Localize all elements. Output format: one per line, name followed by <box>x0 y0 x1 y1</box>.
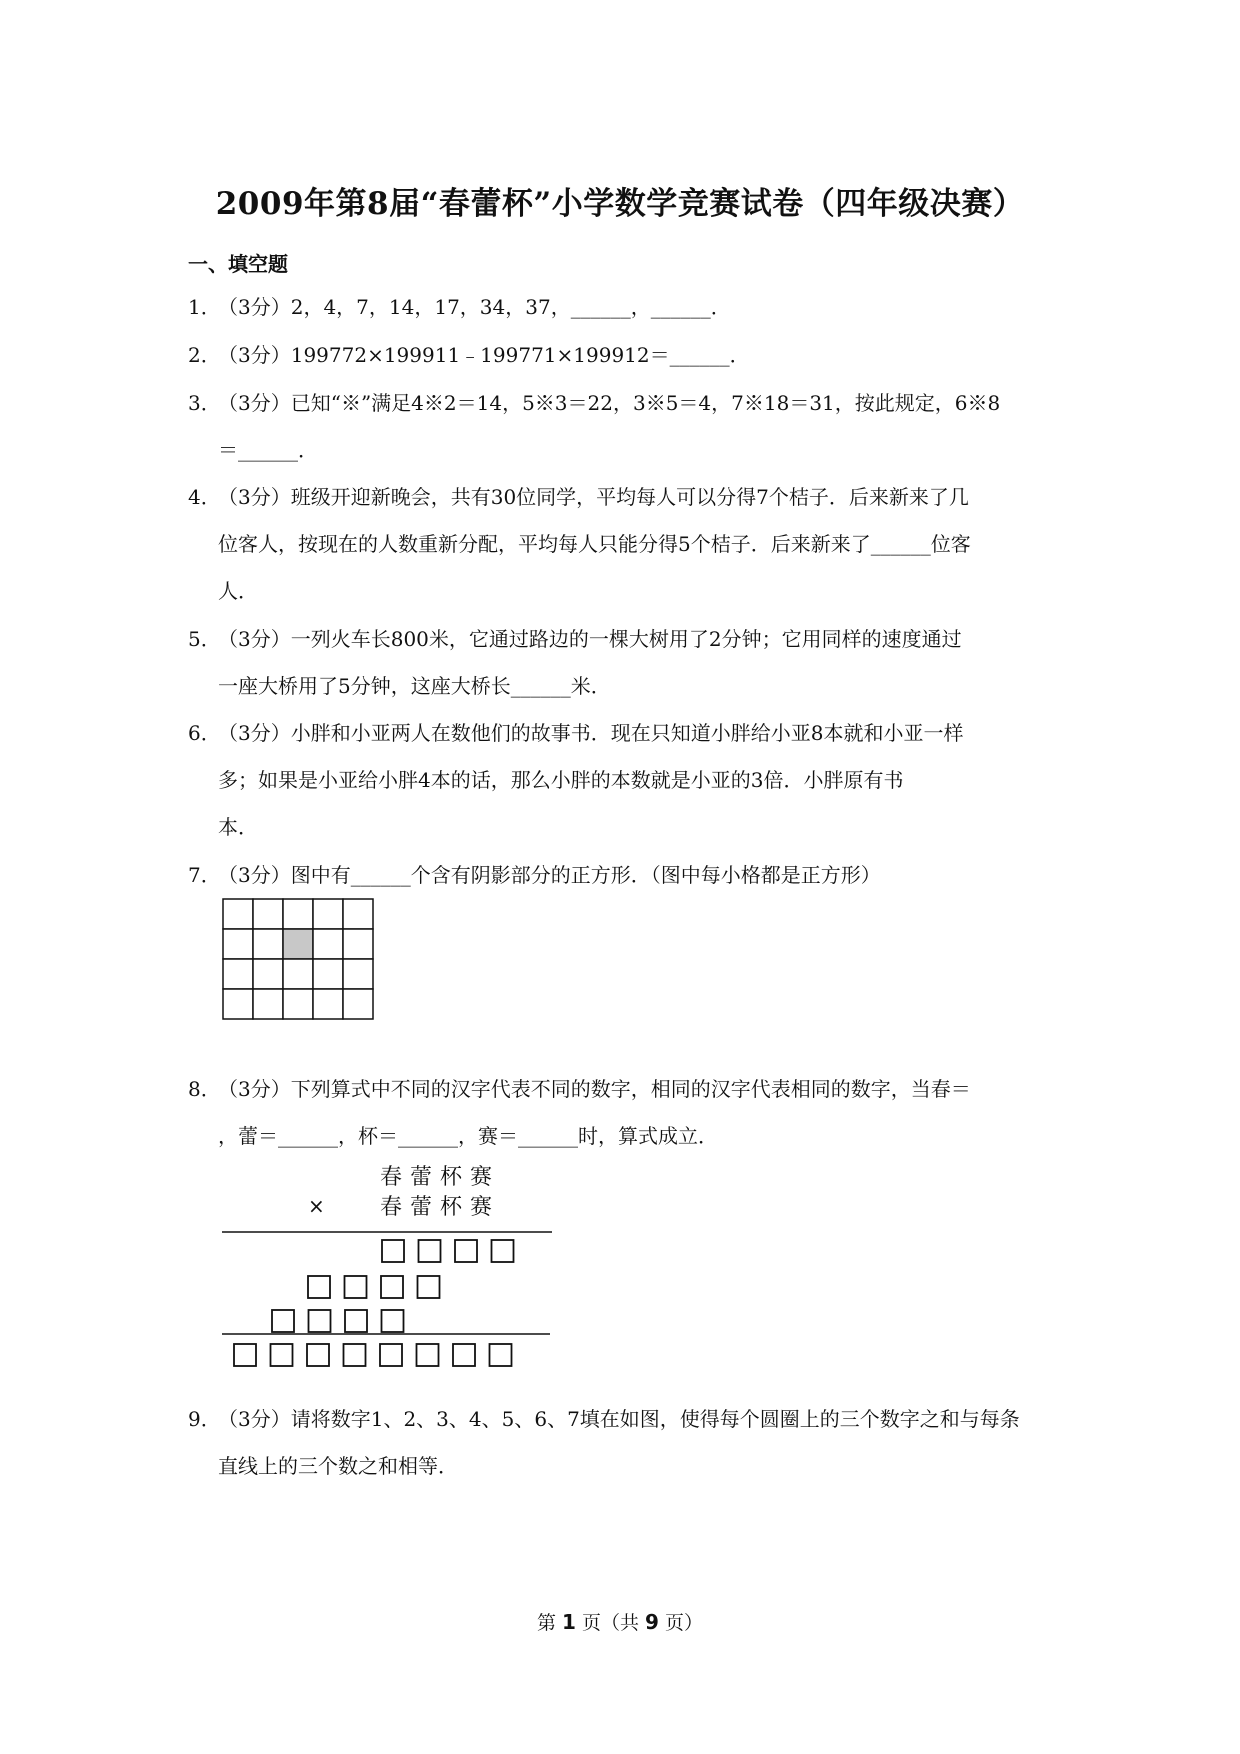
grid-cell <box>223 899 253 929</box>
footer-page-number: 1 <box>562 1610 576 1634</box>
question-text-line: 多；如果是小亚给小胖4本的话，那么小胖的本数就是小亚的3倍．小胖原有书 <box>218 768 904 792</box>
partial-digit-box <box>345 1276 367 1298</box>
grid-cell <box>313 989 343 1019</box>
grid-cell <box>343 899 373 929</box>
question-text-line: 人． <box>218 579 258 603</box>
question-text-line: （3分）199772×199911﹣199771×199912＝______． <box>218 343 750 367</box>
question-number: 4． <box>188 485 221 509</box>
product-digit-box <box>492 1240 514 1262</box>
partial-digit-box <box>309 1310 331 1332</box>
result-digit-box <box>490 1344 512 1366</box>
grid-cell <box>343 989 373 1019</box>
char-sai: 赛 <box>470 1165 501 1190</box>
grid-cell <box>223 929 253 959</box>
product-digit-box <box>455 1240 477 1262</box>
char-bei: 杯 <box>440 1165 471 1190</box>
puzzle-times-sign: × <box>308 1194 325 1218</box>
question-text-line: （3分）请将数字1、2、3、4、5、6、7填在如图，使得每个圆圈上的三个数字之和与每条 <box>218 1407 1020 1431</box>
question-text-line: （3分）2，4，7，14，17，34，37，______，______． <box>218 295 731 319</box>
partial-digit-box <box>381 1276 403 1298</box>
footer-mid: 页（共 <box>581 1612 639 1634</box>
grid-cell <box>223 959 253 989</box>
multiplication-puzzle-figure <box>220 1160 560 1370</box>
product-digit-box <box>382 1240 404 1262</box>
shaded-grid-figure <box>222 898 374 1020</box>
char-lei: 蕾 <box>410 1165 441 1190</box>
question-text-line: （3分）已知“※”满足4※2＝14，5※3＝22，3※5＝4，7※18＝31，按此规定，6※8 <box>218 391 1001 415</box>
question-number: 3． <box>188 391 221 415</box>
result-digit-box <box>344 1344 366 1366</box>
question-number: 9． <box>188 1407 221 1431</box>
question-text-line: （3分）下列算式中不同的汉字代表不同的数字，相同的汉字代表相同的数字，当春＝ <box>218 1077 971 1101</box>
question-number: 6． <box>188 721 221 745</box>
char-chun: 春 <box>380 1195 411 1220</box>
question-text-line: 一座大桥用了5分钟，这座大桥长______米． <box>218 674 611 698</box>
partial-digit-box <box>418 1276 440 1298</box>
grid-cell <box>343 959 373 989</box>
question-2 <box>188 332 1058 379</box>
question-1 <box>188 284 1058 331</box>
char-chun: 春 <box>380 1165 411 1190</box>
question-4 <box>188 474 1058 615</box>
footer-suffix: 页） <box>665 1612 704 1634</box>
question-text-line: 直线上的三个数之和相等． <box>218 1454 458 1478</box>
char-lei: 蕾 <box>410 1195 441 1220</box>
shaded-grid-cell <box>283 929 313 959</box>
char-sai: 赛 <box>470 1195 501 1220</box>
grid-cell <box>313 899 343 929</box>
question-6 <box>188 710 1058 851</box>
grid-cell <box>283 959 313 989</box>
question-text-line: 本． <box>218 815 258 839</box>
grid-cell <box>343 929 373 959</box>
grid-cell <box>223 989 253 1019</box>
question-number: 8． <box>188 1077 221 1101</box>
question-5 <box>188 616 1058 710</box>
grid-cell <box>253 989 283 1019</box>
result-digit-box <box>307 1344 329 1366</box>
grid-cell <box>253 959 283 989</box>
question-text-line: 位客人，按现在的人数重新分配，平均每人只能分得5个桔子．后来新来了______位客 <box>218 532 971 556</box>
result-digit-box <box>453 1344 475 1366</box>
question-text-line: （3分）图中有______个含有阴影部分的正方形．（图中每小格都是正方形） <box>218 863 881 887</box>
result-digit-box <box>234 1344 256 1366</box>
grid-cell <box>283 989 313 1019</box>
partial-digit-box <box>382 1310 404 1332</box>
partial-digit-box <box>345 1310 367 1332</box>
question-number: 1． <box>188 295 221 319</box>
question-text-line: ，蕾＝______，杯＝______，赛＝______时，算式成立． <box>218 1124 718 1148</box>
grid-cell <box>313 959 343 989</box>
question-7 <box>188 852 1058 899</box>
question-text-line: （3分）小胖和小亚两人在数他们的故事书．现在只知道小胖给小亚8本就和小亚一样 <box>218 721 964 745</box>
page-footer <box>0 1608 1240 1635</box>
product-digit-box <box>419 1240 441 1262</box>
grid-cell <box>253 929 283 959</box>
question-9 <box>188 1396 1058 1490</box>
result-digit-box <box>271 1344 293 1366</box>
result-digit-box <box>380 1344 402 1366</box>
exam-title: 2009年第8届“春蕾杯”小学数学竞赛试卷（四年级决赛） <box>215 186 1025 222</box>
footer-page-total: 9 <box>645 1610 659 1634</box>
partial-digit-box <box>308 1276 330 1298</box>
question-text-line: （3分）一列火车长800米，它通过路边的一棵大树用了2分钟；它用同样的速度通过 <box>218 627 962 651</box>
question-3 <box>188 380 1058 474</box>
grid-cell <box>253 899 283 929</box>
question-number: 5． <box>188 627 221 651</box>
question-8 <box>188 1066 1058 1160</box>
section-heading: 一、填空题 <box>188 252 288 276</box>
grid-cell <box>313 929 343 959</box>
result-digit-box <box>417 1344 439 1366</box>
question-number: 7． <box>188 863 221 887</box>
footer-prefix: 第 <box>536 1612 556 1634</box>
partial-digit-box <box>272 1310 294 1332</box>
puzzle-boxes <box>220 1160 560 1370</box>
question-text-line: ＝______． <box>218 438 318 462</box>
char-bei: 杯 <box>440 1195 471 1220</box>
question-text-line: （3分）班级开迎新晚会，共有30位同学，平均每人可以分得7个桔子．后来新来了几 <box>218 485 969 509</box>
grid-cell <box>283 899 313 929</box>
question-number: 2． <box>188 343 221 367</box>
